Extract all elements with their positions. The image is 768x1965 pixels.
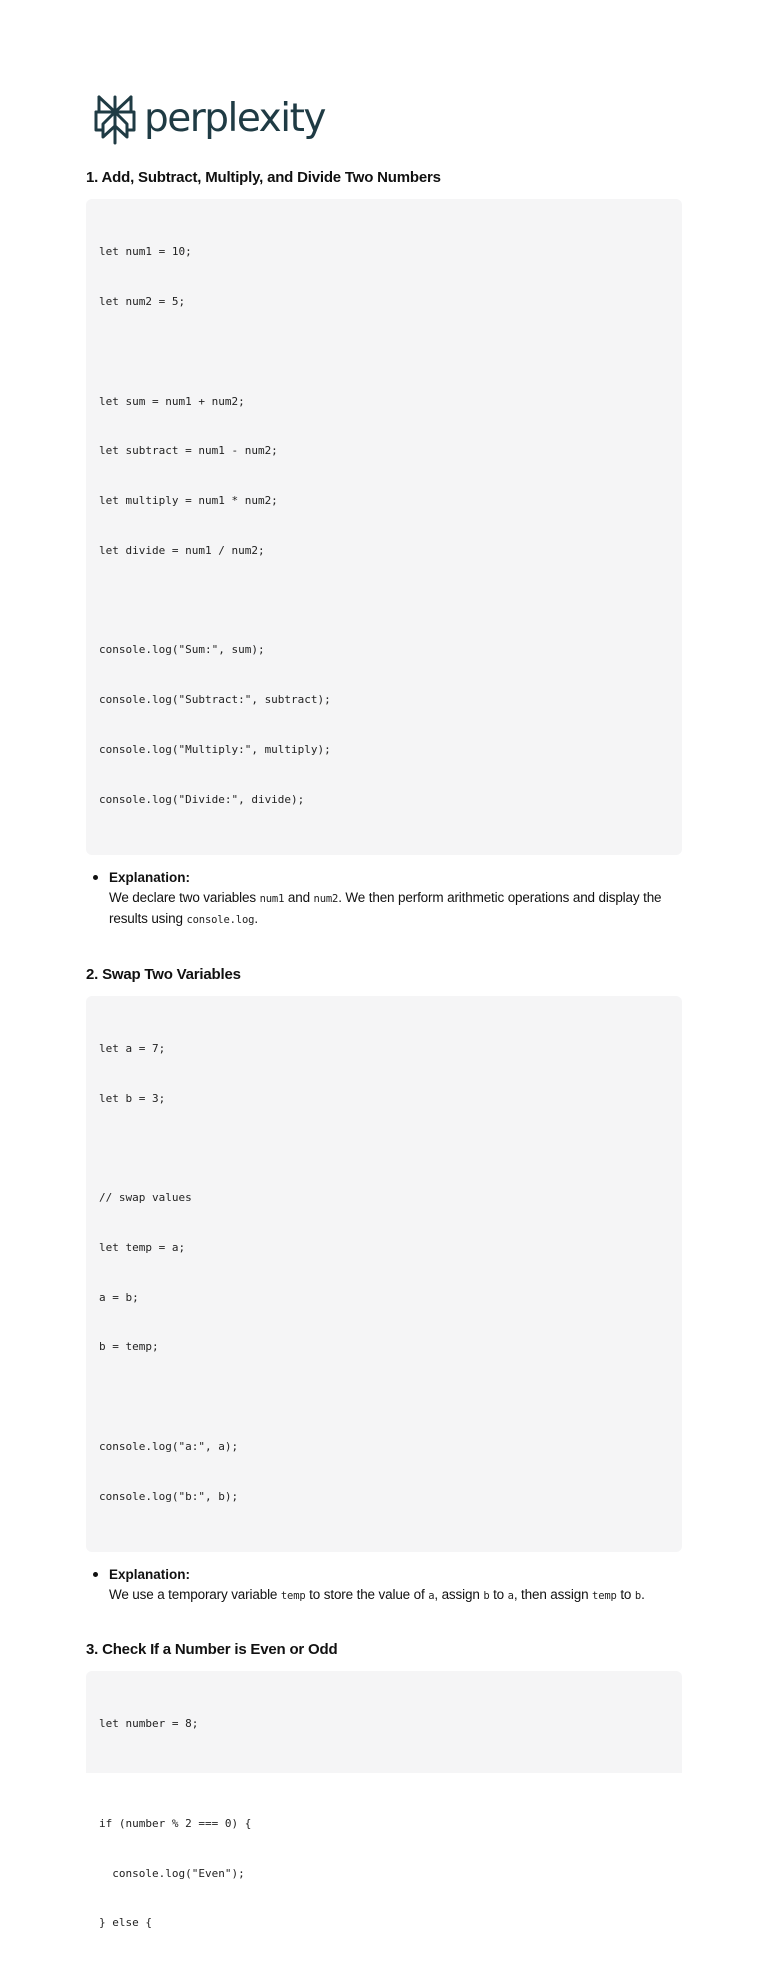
code-block	[86, 199, 682, 855]
code-line: console.log("Multiply:", multiply);	[99, 743, 331, 756]
code-line: console.log("Divide:", divide);	[99, 792, 305, 806]
code-line: // swap values	[99, 1191, 192, 1205]
code-line: let subtract = num1 - num2;	[99, 444, 278, 458]
section-even-odd	[86, 1640, 682, 1930]
explanation-list	[86, 1565, 682, 1607]
code-line: let b = 3;	[99, 1091, 166, 1105]
section-swap	[86, 965, 682, 1607]
code-block	[86, 1671, 682, 1930]
code-line	[99, 344, 669, 361]
code-line: let a = 7;	[99, 1041, 166, 1055]
code-line	[99, 1766, 669, 1783]
code-line: a = b;	[99, 1290, 139, 1304]
code-line: } else {	[99, 1916, 152, 1930]
inline-code: b	[483, 1589, 490, 1602]
code-line: let multiply = num1 * num2;	[99, 494, 278, 508]
explanation-text: We use a temporary variable temp to store the value of a, assign b to a, then assign temp to b.	[109, 1586, 645, 1602]
code-line: console.log("Subtract:", subtract);	[99, 693, 331, 707]
explanation-list	[86, 868, 682, 931]
code-line: let number = 8;	[99, 1717, 199, 1731]
code-line: console.log("b:", b);	[99, 1489, 239, 1503]
section-heading: 2. Swap Two Variables	[86, 965, 241, 983]
perplexity-logo	[94, 92, 682, 148]
code-line: let divide = num1 / num2;	[99, 543, 265, 557]
section-heading: 1. Add, Subtract, Multiply, and Divide Two Numbers	[86, 169, 441, 186]
code-line: b = temp;	[99, 1340, 159, 1354]
code-line: if (number % 2 === 0) {	[99, 1816, 252, 1830]
inline-code: b	[634, 1589, 642, 1602]
code-line: console.log("a:", a);	[99, 1440, 239, 1453]
code-block	[86, 996, 682, 1552]
section-arithmetic	[86, 168, 682, 931]
code-line: let num2 = 5;	[99, 294, 186, 308]
code-line: let sum = num1 + num2;	[99, 394, 245, 408]
explanation-title: Explanation:	[109, 869, 191, 885]
inline-code: a	[428, 1589, 435, 1602]
code-line	[99, 1140, 669, 1157]
code-line	[99, 593, 669, 610]
document-page	[86, 92, 682, 1930]
inline-code: num1	[259, 892, 285, 905]
code-line	[99, 1389, 669, 1406]
code-line: let num1 = 10;	[99, 245, 192, 259]
inline-code: console.log	[186, 914, 255, 927]
list-item	[109, 1565, 682, 1607]
explanation-text: We declare two variables num1 and num2. We then perform arithmetic operations and display the results using console.log.	[109, 889, 662, 927]
section-heading: 3. Check If a Number is Even or Odd	[86, 1641, 338, 1659]
explanation-title: Explanation:	[109, 1566, 191, 1582]
code-line: console.log("Even");	[99, 1866, 245, 1880]
brand-name: perplexity	[144, 95, 325, 141]
inline-code: temp	[592, 1589, 617, 1602]
code-line: console.log("Sum:", sum);	[99, 643, 265, 657]
inline-code: temp	[280, 1589, 306, 1602]
code-line: let temp = a;	[99, 1240, 186, 1254]
inline-code: a	[507, 1589, 514, 1602]
inline-code: num2	[313, 892, 339, 905]
perplexity-logo-icon	[94, 94, 136, 146]
list-item	[109, 868, 682, 931]
